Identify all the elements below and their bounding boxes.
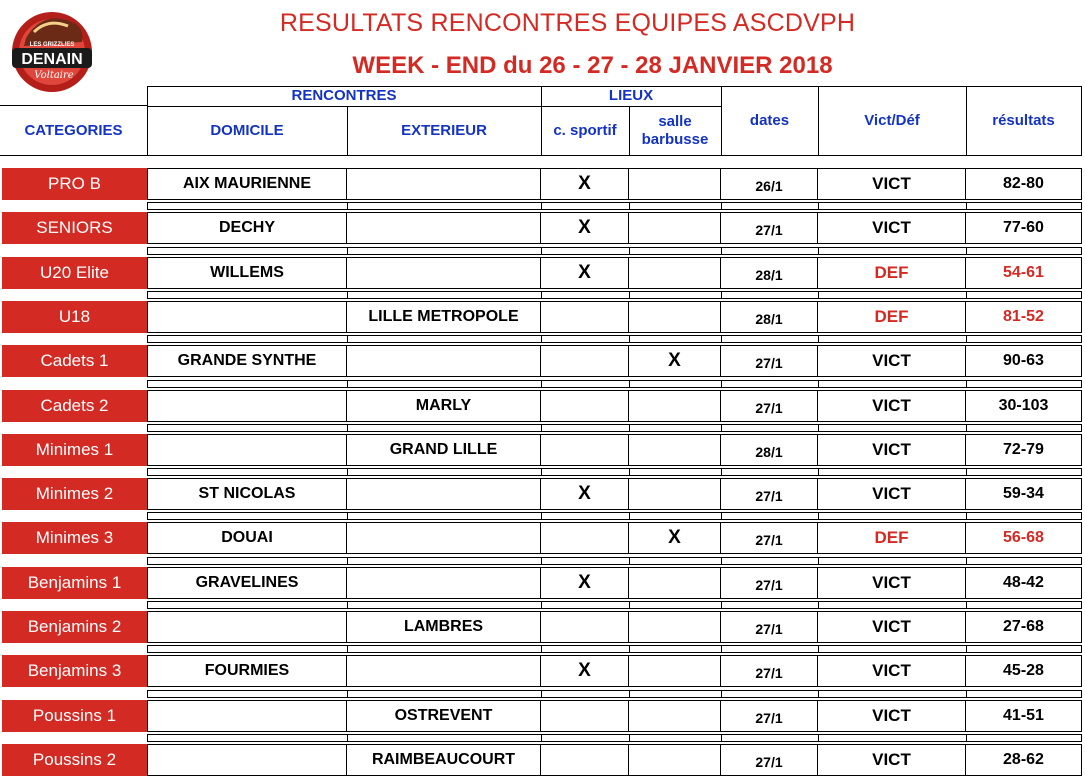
vict-def-cell: VICT (818, 744, 966, 776)
vict-def-cell: VICT (818, 168, 966, 200)
salle-barbusse-cell (629, 301, 721, 333)
date-cell: 27/1 (721, 212, 818, 244)
row-separator (147, 335, 1082, 343)
header-salle-barbusse: salle barbusse (641, 113, 709, 148)
header-lieux: LIEUX (608, 87, 654, 104)
salle-barbusse-cell: X (629, 522, 721, 554)
vict-def-cell: VICT (818, 434, 966, 466)
result-cell: 41-51 (966, 700, 1082, 732)
domicile-cell (147, 390, 347, 422)
c-sportif-cell (541, 744, 629, 776)
c-sportif-cell (541, 611, 629, 643)
row-separator (147, 557, 1082, 565)
header-vict-def: Vict/Déf (864, 112, 920, 129)
date-cell: 27/1 (721, 478, 818, 510)
domicile-cell (147, 301, 347, 333)
vict-def-cell: DEF (818, 257, 966, 289)
date-cell: 27/1 (721, 567, 818, 599)
domicile-cell: WILLEMS (147, 257, 347, 289)
table-row (0, 700, 1085, 732)
category-cell: U20 Elite (2, 257, 147, 289)
header-domicile: DOMICILE (210, 122, 284, 139)
c-sportif-cell: X (541, 655, 629, 687)
date-cell: 27/1 (721, 390, 818, 422)
vict-def-cell: VICT (818, 212, 966, 244)
row-separator (147, 601, 1082, 609)
logo-text-main: DENAIN (21, 51, 83, 68)
c-sportif-cell: X (541, 478, 629, 510)
vict-def-cell: VICT (818, 390, 966, 422)
exterieur-cell (347, 345, 541, 377)
salle-barbusse-cell (629, 700, 721, 732)
category-cell: U18 (2, 301, 147, 333)
c-sportif-cell (541, 390, 629, 422)
row-separator (147, 512, 1082, 520)
result-cell: 90-63 (966, 345, 1082, 377)
table-row (0, 168, 1085, 200)
exterieur-cell (347, 257, 541, 289)
header-dates: dates (749, 112, 790, 129)
c-sportif-cell: X (541, 168, 629, 200)
result-cell: 82-80 (966, 168, 1082, 200)
logo-text-script: Voltaire (34, 70, 74, 81)
result-cell: 72-79 (966, 434, 1082, 466)
date-cell: 28/1 (721, 434, 818, 466)
c-sportif-cell (541, 345, 629, 377)
category-cell: Cadets 1 (2, 345, 147, 377)
table-row (0, 478, 1085, 510)
table-row (0, 301, 1085, 333)
table-row (0, 390, 1085, 422)
domicile-cell: ST NICOLAS (147, 478, 347, 510)
vict-def-cell: DEF (818, 522, 966, 554)
domicile-cell: DOUAI (147, 522, 347, 554)
exterieur-cell (347, 655, 541, 687)
page-subtitle: WEEK - END du 26 - 27 - 28 JANVIER 2018 (352, 52, 833, 79)
table-row (0, 611, 1085, 643)
date-cell: 28/1 (721, 301, 818, 333)
date-cell: 27/1 (721, 345, 818, 377)
table-row (0, 345, 1085, 377)
salle-barbusse-cell (629, 390, 721, 422)
row-separator (147, 468, 1082, 476)
domicile-cell: GRAVELINES (147, 567, 347, 599)
table-row (0, 655, 1085, 687)
c-sportif-cell (541, 301, 629, 333)
date-cell: 27/1 (721, 744, 818, 776)
date-cell: 27/1 (721, 655, 818, 687)
exterieur-cell: LAMBRES (347, 611, 541, 643)
domicile-cell: FOURMIES (147, 655, 347, 687)
date-cell: 26/1 (721, 168, 818, 200)
row-separator (147, 380, 1082, 388)
result-cell: 56-68 (966, 522, 1082, 554)
date-cell: 27/1 (721, 522, 818, 554)
result-cell: 30-103 (966, 390, 1082, 422)
page-title: RESULTATS RENCONTRES EQUIPES ASCDVPH (279, 9, 856, 37)
exterieur-cell: GRAND LILLE (347, 434, 541, 466)
category-cell: Benjamins 1 (2, 567, 147, 599)
result-cell: 28-62 (966, 744, 1082, 776)
table-row (0, 434, 1085, 466)
row-separator (147, 424, 1082, 432)
exterieur-cell: RAIMBEAUCOURT (347, 744, 541, 776)
date-cell: 27/1 (721, 611, 818, 643)
salle-barbusse-cell (629, 655, 721, 687)
vict-def-cell: VICT (818, 655, 966, 687)
salle-barbusse-cell (629, 567, 721, 599)
header-exterieur: EXTERIEUR (401, 122, 487, 139)
category-cell: Benjamins 2 (2, 611, 147, 643)
table-row (0, 744, 1085, 776)
salle-barbusse-cell (629, 611, 721, 643)
result-cell: 81-52 (966, 301, 1082, 333)
c-sportif-cell (541, 434, 629, 466)
domicile-cell: DECHY (147, 212, 347, 244)
vict-def-cell: VICT (818, 478, 966, 510)
c-sportif-cell (541, 700, 629, 732)
result-cell: 27-68 (966, 611, 1082, 643)
vict-def-cell: VICT (818, 611, 966, 643)
exterieur-cell: LILLE METROPOLE (347, 301, 541, 333)
row-separator (147, 291, 1082, 299)
domicile-cell: AIX MAURIENNE (147, 168, 347, 200)
category-cell: Minimes 3 (2, 522, 147, 554)
date-cell: 28/1 (721, 257, 818, 289)
category-cell: Poussins 1 (2, 700, 147, 732)
date-cell: 27/1 (721, 700, 818, 732)
exterieur-cell: OSTREVENT (347, 700, 541, 732)
header-rencontres: RENCONTRES (291, 87, 397, 104)
domicile-cell (147, 700, 347, 732)
c-sportif-cell (541, 522, 629, 554)
salle-barbusse-cell (629, 478, 721, 510)
table-row (0, 522, 1085, 554)
row-separator (147, 202, 1082, 210)
result-cell: 48-42 (966, 567, 1082, 599)
category-cell: Poussins 2 (2, 744, 147, 776)
c-sportif-cell: X (541, 257, 629, 289)
row-separator (147, 247, 1082, 255)
row-separator (147, 690, 1082, 698)
exterieur-cell: MARLY (347, 390, 541, 422)
exterieur-cell (347, 478, 541, 510)
salle-barbusse-cell (629, 434, 721, 466)
salle-barbusse-cell (629, 257, 721, 289)
exterieur-cell (347, 168, 541, 200)
salle-barbusse-cell (629, 212, 721, 244)
vict-def-cell: VICT (818, 567, 966, 599)
result-cell: 59-34 (966, 478, 1082, 510)
result-cell: 45-28 (966, 655, 1082, 687)
c-sportif-cell: X (541, 567, 629, 599)
table-row (0, 212, 1085, 244)
vict-def-cell: VICT (818, 700, 966, 732)
domicile-cell (147, 611, 347, 643)
domicile-cell (147, 434, 347, 466)
row-separator (147, 734, 1082, 742)
exterieur-cell (347, 212, 541, 244)
vict-def-cell: VICT (818, 345, 966, 377)
logo-text-top: LES GRIZZLIES (29, 42, 75, 48)
category-cell: Minimes 1 (2, 434, 147, 466)
category-cell: PRO B (2, 168, 147, 200)
salle-barbusse-cell (629, 744, 721, 776)
domicile-cell: GRANDE SYNTHE (147, 345, 347, 377)
category-cell: Cadets 2 (2, 390, 147, 422)
exterieur-cell (347, 522, 541, 554)
salle-barbusse-cell (629, 168, 721, 200)
result-cell: 77-60 (966, 212, 1082, 244)
domicile-cell (147, 744, 347, 776)
exterieur-cell (347, 567, 541, 599)
row-separator (147, 645, 1082, 653)
table-row (0, 567, 1085, 599)
category-cell: Benjamins 3 (2, 655, 147, 687)
header-c-sportif: c. sportif (553, 122, 617, 139)
result-cell: 54-61 (966, 257, 1082, 289)
header-resultats: résultats (992, 112, 1055, 129)
category-cell: Minimes 2 (2, 478, 147, 510)
table-row (0, 257, 1085, 289)
vict-def-cell: DEF (818, 301, 966, 333)
category-cell: SENIORS (2, 212, 147, 244)
c-sportif-cell: X (541, 212, 629, 244)
header-categories: CATEGORIES (24, 122, 123, 139)
salle-barbusse-cell: X (629, 345, 721, 377)
